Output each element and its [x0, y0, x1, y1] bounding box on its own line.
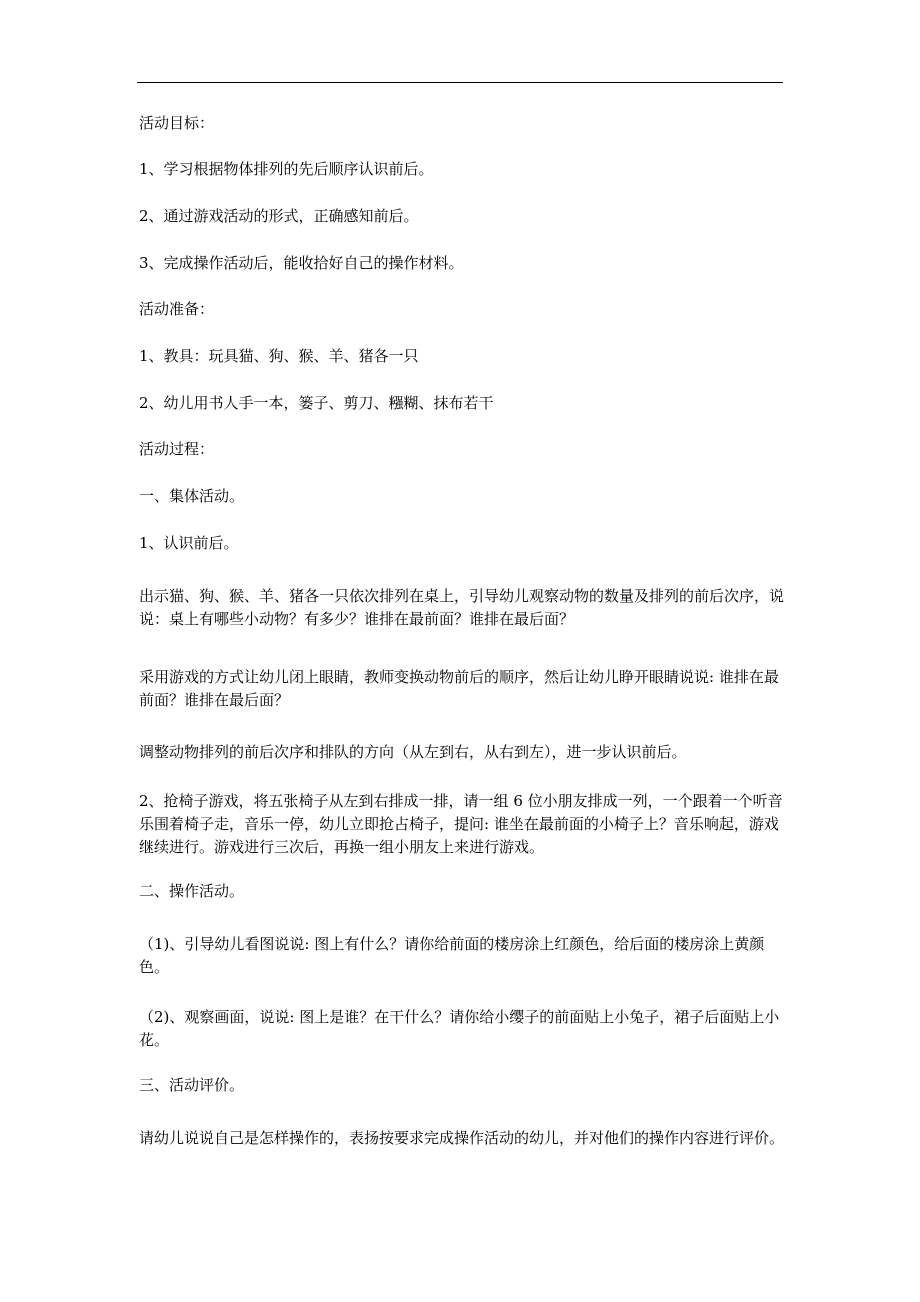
section-heading-preparation: 活动准备：	[139, 300, 215, 318]
goal-item-3: 3、完成操作活动后，能收拾好自己的操作材料。	[139, 254, 464, 272]
process-step-1-paragraph-3: 调整动物排列的前后次序和排队的方向（从左到右，从右到左），进一步认识前后。	[139, 743, 687, 761]
preparation-item-1: 1、教具：玩具猫、狗、猴、羊、猪各一只	[139, 347, 419, 365]
process-step-2-paragraph: 2、抢椅子游戏，将五张椅子从左到右排成一排，请一组 6 位小朋友排成一列，一个跟着一个听音乐围着椅子走，音乐一停，幼儿立即抢占椅子，提问: 谁坐在最前面的小椅子上？音乐响起，游戏继续进行。游戏进行三次后，再换一组小朋友上来进行游戏。	[139, 792, 783, 856]
process-step-1-paragraph-2: 采用游戏的方式让幼儿闭上眼睛，教师变换动物前后的顺序，然后让幼儿睁开眼睛说说: 谁排在最前面？谁排在最后面？	[139, 668, 779, 709]
process-part-1-heading: 一、集体活动。	[139, 487, 245, 505]
goal-item-1: 1、学习根据物体排列的先后顺序认识前后。	[139, 160, 434, 178]
preparation-item-2: 2、幼儿用书人手一本，篓子、剪刀、糨糊、抹布若干	[139, 394, 494, 412]
goal-item-2: 2、通过游戏活动的形式，正确感知前后。	[139, 207, 419, 225]
process-part-3-heading: 三、活动评价。	[139, 1076, 245, 1094]
operation-item-2: （2)、观察画面，说说: 图上是谁？在干什么？请你给小缨子的前面贴上小兔子，裙子后面贴上小花。	[139, 1008, 780, 1049]
section-heading-goals: 活动目标：	[139, 114, 215, 132]
operation-item-1: （1)、引导幼儿看图说说: 图上有什么？请你给前面的楼房涂上红颜色，给后面的楼房涂上黄颜色。	[139, 935, 765, 976]
process-step-1-heading: 1、认识前后。	[139, 534, 239, 552]
section-heading-process: 活动过程：	[139, 440, 215, 458]
process-step-1-paragraph-1: 出示猫、狗、猴、羊、猪各一只依次排列在桌上，引导幼儿观察动物的数量及排列的前后次序，说说：桌上有哪些小动物？有多少？谁排在最前面？谁排在最后面？	[139, 587, 785, 628]
evaluation-paragraph: 请幼儿说说自己是怎样操作的，表扬按要求完成操作活动的幼儿，并对他们的操作内容进行评价。	[139, 1129, 785, 1147]
process-part-2-heading: 二、操作活动。	[139, 882, 245, 900]
header-rule	[137, 82, 783, 83]
